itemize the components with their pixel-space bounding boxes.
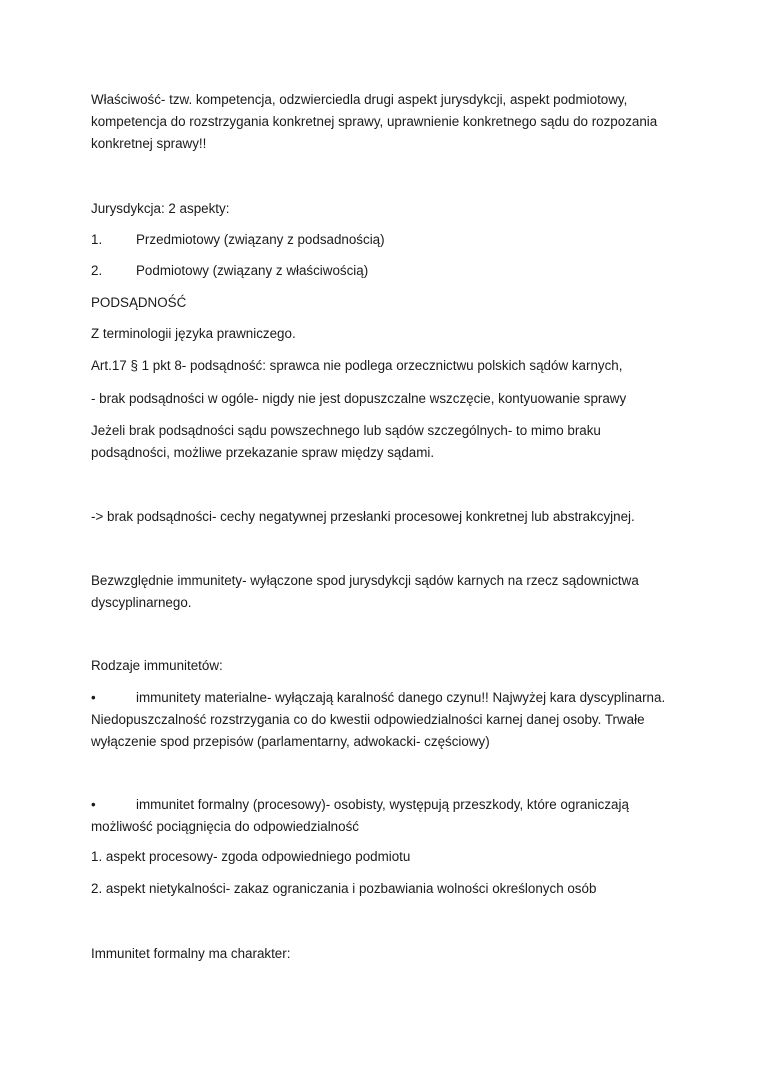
bullet-text-formalny: immunitet formalny (procesowy)- osobisty, występują przeszkody, które ograniczają możliwość pociągnięcia do odpowiedzialność: [91, 797, 629, 834]
paragraph-arrow: -> brak podsądności- cechy negatywnej przesłanki procesowej konkretnej lub abstrakcyjnej.: [91, 509, 635, 524]
paragraph-rodzaje: Rodzaje immunitetów:: [91, 658, 223, 673]
paragraph-art17: Art.17 § 1 pkt 8- podsądność: sprawca nie podlega orzecznictwu polskich sądów karnych,: [91, 358, 623, 373]
paragraph-aspekt-procesowy: 1. aspekt procesowy- zgoda odpowiedniego podmiotu: [91, 849, 411, 864]
paragraph-wlasciwosc: Właściwość- tzw. kompetencja, odzwierciedla drugi aspekt jurysdykcji, aspekt podmiotowy, kompetencja do rozstrzygania konkretnej sprawy, uprawnienie konkretnego sądu do rozpozania konkretnej sprawy!!: [91, 92, 658, 151]
list-number-2: 2.: [91, 263, 103, 278]
heading-podsadnosc: PODSĄDNOŚĆ: [91, 295, 187, 310]
list-item-przedmiotowy: Przedmiotowy (związany z podsadnością): [136, 232, 385, 247]
paragraph-jurysdykcja: Jurysdykcja: 2 aspekty:: [91, 201, 230, 216]
list-number-1: 1.: [91, 232, 103, 247]
paragraph-brak-podsadnosci: - brak podsądności w ogóle- nigdy nie jest dopuszczalne wszczęcie, kontyuowanie sprawy: [91, 391, 627, 406]
bullet-item-formalny: [91, 794, 681, 838]
bullet-item-materialne: [91, 687, 681, 753]
paragraph-bezwzglednie: Bezwzględnie immunitety- wyłączone spod jurysdykcji sądów karnych na rzecz sądownictwa dyscyplinarnego.: [91, 573, 639, 610]
paragraph-terminologia: Z terminologii języka prawniczego.: [91, 326, 296, 341]
bullet-symbol: •: [91, 797, 96, 812]
bullet-symbol: •: [91, 690, 96, 705]
paragraph-aspekt-nietykalnosci: 2. aspekt nietykalności- zakaz ograniczania i pozbawiania wolności określonych osób: [91, 881, 597, 896]
paragraph-charakter: Immunitet formalny ma charakter:: [91, 946, 291, 961]
bullet-text-materialne: immunitety materialne- wyłączają karalność danego czynu!! Najwyżej kara dyscyplinarna. Niedopuszczalność rozstrzygania co do kwestii odpowiedzialności karnej danej osoby. Trwałe wyłączenie spod przepisów (parlamentarny, adwokacki- częściowy): [91, 690, 666, 749]
paragraph-jezeli: Jeżeli brak podsądności sądu powszechnego lub sądów szczególnych- to mimo braku podsądności, możliwe przekazanie spraw między sądami.: [91, 423, 601, 460]
list-item-podmiotowy: Podmiotowy (związany z właściwością): [136, 263, 369, 278]
